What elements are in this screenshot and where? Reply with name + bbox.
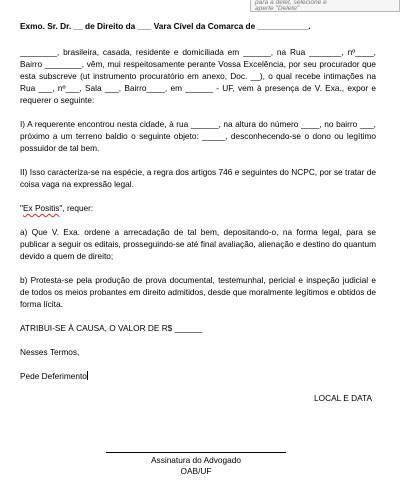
request-b-paragraph[interactable]: b) Protesta-se pela produção de prova documental, testemunhal, pericial e inspeção judicial e de todos os meios probantes em direito admitidos, desde que moralmente legítimos e obtidos de forma lícita.	[20, 275, 376, 309]
document-header: Exmo. Sr. Dr. __ de Direito da ___ Vara Cível da Comarca de ___________.	[20, 21, 311, 31]
signature-label: Assinatura do Advogado	[151, 455, 241, 465]
ex-positis-rest: ", requer:	[59, 203, 94, 213]
request-a-paragraph[interactable]: a) Que V. Exa. ordene a arrecadação de tal bem, depositando-o, na forma legal, para se publicar a seguir os editais, prosseguindo-se até final avaliação, alienação e destino do quantum devido a quem de direito;	[20, 227, 376, 261]
signature-line	[106, 452, 286, 453]
ex-quote-open: "	[20, 203, 23, 213]
delete-tooltip	[250, 0, 400, 12]
valor-causa-line[interactable]: ATRIBUI-SE À CAUSA, O VALOR DE R$ ______	[20, 323, 203, 333]
item-1-paragraph[interactable]: I) A requerente encontrou nesta cidade, à rua ______, na altura do número ____, no bairro ___, próximo a um terreno baldio o seguinte objeto: _____, desconhecendo-se o dono ou legítimo possuidor de tal bem.	[20, 119, 376, 153]
tooltip-line-2: aperte "Delete"	[255, 5, 300, 12]
local-e-data[interactable]: LOCAL E DATA	[314, 393, 372, 403]
item-2-paragraph[interactable]: II) Isso caracteriza-se na espécie, a regra dos artigos 746 e seguintes do NCPC, por se tratar de coisa vaga na expressão legal.	[20, 167, 376, 189]
signature-block	[106, 455, 286, 477]
nesses-termos-line[interactable]: Nesses Termos,	[20, 347, 80, 357]
petition-document	[20, 20, 376, 382]
oab-label: OAB/UF	[180, 466, 212, 476]
text-cursor	[87, 371, 88, 380]
ex-positis-line[interactable]	[20, 202, 376, 214]
intro-paragraph[interactable]: ________, brasileira, casada, residente e domiciliada em ______, na Rua _______, nº____, Bairro ________, vêm, mui respeitosamente perante Vossa Excelência, por seu procurador que esta subscreve (ut instrumento procuratório em anexo, Doc. __), o qual recebe intimações na Rua ___, nº___, Sala ___, Bairro____, em ______ - UF, vem à presença de V. Exa., expor e requerer o seguinte:	[20, 47, 376, 105]
pede-deferimento-line[interactable]	[20, 370, 376, 382]
ex-positis-word: Ex Positis	[22, 203, 60, 213]
pede-deferimento-text: Pede Deferimento	[20, 371, 87, 381]
tooltip-line-1: para a delet, selecione e	[255, 0, 327, 6]
